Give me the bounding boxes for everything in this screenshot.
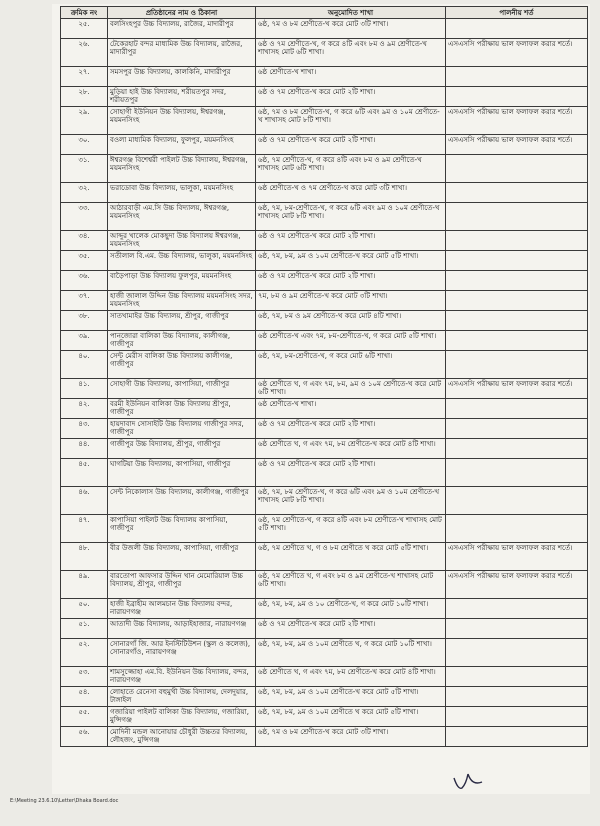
row-institution: সোহাগী ইউনিয়ন উচ্চ বিদ্যালয়, ঈশ্বরগঞ্জ, ময়মনসিংহ bbox=[108, 107, 256, 135]
row-institution: লোহাতে রেনেসা বহুমুখী উচ্চ বিদ্যালয়, দেলদুয়ার, টাঙ্গাইল bbox=[108, 687, 256, 707]
table-row bbox=[61, 487, 588, 515]
row-condition bbox=[446, 619, 588, 639]
row-institution: টেকেরহাট বন্দর মাধ্যমিক উচ্চ বিদ্যালয়, রাজৈর, মাদারীপুর bbox=[108, 39, 256, 67]
row-serial: ৫০. bbox=[61, 599, 108, 619]
row-condition bbox=[446, 419, 588, 439]
row-condition bbox=[446, 707, 588, 727]
row-condition bbox=[446, 399, 588, 419]
table-row bbox=[61, 311, 588, 331]
table-row bbox=[61, 135, 588, 155]
row-serial: ৪০. bbox=[61, 351, 108, 379]
table-row bbox=[61, 87, 588, 107]
row-approved-branch: ৬ষ্ঠ শ্রেণীতে খ, গ এবং ৭ম, ৮ম, ৯ম ও ১০ম শ্রেণীতে-খ করে মোট ৬টি শাখা। bbox=[256, 379, 446, 399]
row-institution: সেন্ট নিকোলাস উচ্চ বিদ্যালয়, কালীগঞ্জ, গাজীপুর bbox=[108, 487, 256, 515]
table-row bbox=[61, 379, 588, 399]
row-institution: ভরাডোবা উচ্চ বিদ্যালয়, ভালুকা, ময়মনসিংহ bbox=[108, 183, 256, 203]
row-approved-branch: ৬ষ্ঠ শ্রেণীতে-খ ও ৭ম শ্রেণীতে-খ করে মোট ৩টি শাখা। bbox=[256, 183, 446, 203]
row-institution: পানজোরা বালিকা উচ্চ বিদ্যালয়, কালীগঞ্জ, গাজীপুর bbox=[108, 331, 256, 351]
table-row bbox=[61, 419, 588, 439]
row-condition bbox=[446, 19, 588, 39]
row-serial: ৪৯. bbox=[61, 571, 108, 599]
row-approved-branch: ৬ষ্ঠ ও ৭ম শ্রেণীতে-খ করে মোট ২টি শাখা। bbox=[256, 271, 446, 291]
row-serial: ২৭. bbox=[61, 67, 108, 87]
table-row bbox=[61, 571, 588, 599]
row-institution: সতীলাল বি.এম. উচ্চ বিদ্যালয়, ভালুকা, ময়মনসিংহ bbox=[108, 251, 256, 271]
row-condition bbox=[446, 515, 588, 543]
row-approved-branch: ৭ম, ৮ম ও ৯ম শ্রেণীতে-খ করে মোট ৩টি শাখা। bbox=[256, 291, 446, 311]
row-serial: ২৬. bbox=[61, 39, 108, 67]
row-approved-branch: ৬ষ্ঠ, ৭ম শ্রেণীতে-খ, গ করে ৪টি এবং ৮ম ও ৯ম শ্রেণীতে-খ শাখাসহ মোট ৬টি শাখা। bbox=[256, 155, 446, 183]
table-body bbox=[61, 19, 588, 747]
header-condition: পালনীয় শর্ত bbox=[446, 7, 588, 19]
row-condition bbox=[446, 271, 588, 291]
row-institution: মুড়িয়া হাই উচ্চ বিদ্যালয়, শরীয়তপুর সদর, শরীয়তপুর bbox=[108, 87, 256, 107]
row-condition bbox=[446, 183, 588, 203]
row-condition bbox=[446, 639, 588, 667]
row-serial: ২৫. bbox=[61, 19, 108, 39]
header-institution: প্রতিষ্ঠানের নাম ও ঠিকানা bbox=[108, 7, 256, 19]
row-serial: ৫৬. bbox=[61, 727, 108, 747]
row-institution: বীর উজলী উচ্চ বিদ্যালয়, কাপাসিয়া, গাজীপুর bbox=[108, 543, 256, 571]
table-row bbox=[61, 727, 588, 747]
row-condition bbox=[446, 251, 588, 271]
row-institution: সাতখামাইর উচ্চ বিদ্যালয়, শ্রীপুর, গাজীপুর bbox=[108, 311, 256, 331]
row-approved-branch: ৬ষ্ঠ, ৭ম শ্রেণীতে খ, গ এবং ৮ম ও ৯ম শ্রেণীতে-খ শাখাসহ মোট ৬টি শাখা। bbox=[256, 571, 446, 599]
row-approved-branch: ৬ষ্ঠ শ্রেণীতে খ, গ এবং ৭ম, ৮ম শ্রেণীতে-খ করে মোট ৪টি শাখা। bbox=[256, 439, 446, 459]
table-row bbox=[61, 183, 588, 203]
row-serial: ৩৫. bbox=[61, 251, 108, 271]
row-serial: ৩৬. bbox=[61, 271, 108, 291]
row-institution: আতাদী উচ্চ বিদ্যালয়, আড়াইহাজার, নারায়ণগঞ্জ bbox=[108, 619, 256, 639]
row-serial: ৪৭. bbox=[61, 515, 108, 543]
row-serial: ৩৭. bbox=[61, 291, 108, 311]
row-condition bbox=[446, 231, 588, 251]
row-serial: ৪৩. bbox=[61, 419, 108, 439]
approved-branches-table bbox=[60, 6, 588, 747]
row-institution: মোদিনী মন্ডল আনোয়ার চৌধুরী উচ্চতর বিদ্যালয়, লৌহজং, মুন্সিগঞ্জ bbox=[108, 727, 256, 747]
row-institution: হাজী জালাল উদ্দিন উচ্চ বিদ্যালয় ময়মনসিংহ সদর, ময়মনসিংহ bbox=[108, 291, 256, 311]
row-condition bbox=[446, 155, 588, 183]
row-condition: এসএসসি পরীক্ষায় ভাল ফলাফল করার শর্তে। bbox=[446, 135, 588, 155]
row-institution: বওলা মাধ্যমিক বিদ্যালয়, ফুলপুর, ময়মনসিংহ bbox=[108, 135, 256, 155]
row-approved-branch: ৬ষ্ঠ শ্রেণীতে-খ এবং ৭ম, ৮ম-শ্রেণীতে-খ, গ করে মোট ৫টি শাখা। bbox=[256, 331, 446, 351]
table-row bbox=[61, 67, 588, 87]
row-approved-branch: ৬ষ্ঠ, ৭ম শ্রেণীতে খ, গ ও ৮ম শ্রেণীতে খ করে মোট ৫টি শাখা। bbox=[256, 543, 446, 571]
row-approved-branch: ৬ষ্ঠ ও ৭ম শ্রেণীতে-খ, গ করে ৪টি এবং ৮ম ও ৯ম শ্রেণীতে-খ শাখাসহ মোট ৬টি শাখা। bbox=[256, 39, 446, 67]
row-institution: ঘাগটিয়া উচ্চ বিদ্যালয়, কাপাসিয়া, গাজীপুর bbox=[108, 459, 256, 487]
table-row bbox=[61, 599, 588, 619]
row-institution: সেন্ট মেরীস বালিকা উচ্চ বিদ্যালয় কালীগঞ্জ, গাজীপুর bbox=[108, 351, 256, 379]
table-row bbox=[61, 291, 588, 311]
row-serial: ৩০. bbox=[61, 135, 108, 155]
table-row bbox=[61, 203, 588, 231]
table-row bbox=[61, 707, 588, 727]
table-row bbox=[61, 439, 588, 459]
row-serial: ৪৪. bbox=[61, 439, 108, 459]
row-approved-branch: ৬ষ্ঠ, ৭ম, ৮ম শ্রেণীতে-খ, গ করে ৬টি এবং ৯ম ও ১০ম শ্রেণীতে-খ শাখাসহ মোট ৮টি শাখা। bbox=[256, 487, 446, 515]
row-institution: বলসিংহপুর উচ্চ বিদ্যালয়, রাজৈর, মাদারীপুর bbox=[108, 19, 256, 39]
row-approved-branch: ৬ষ্ঠ ও ৭ম শ্রেণীতে-খ করে মোট ২টি শাখা। bbox=[256, 231, 446, 251]
row-approved-branch: ৬ষ্ঠ শ্রেণীতে-খ শাখা। bbox=[256, 67, 446, 87]
row-serial: ৩১. bbox=[61, 155, 108, 183]
row-institution: শামসুজ্জোহা এম.বি. ইউনিয়ন উচ্চ বিদ্যালয়, বন্দর, নারায়ণগঞ্জ bbox=[108, 667, 256, 687]
table-row bbox=[61, 251, 588, 271]
row-institution: সোহাগী উচ্চ বিদ্যালয়, কাপাসিয়া, গাজীপুর bbox=[108, 379, 256, 399]
row-serial: ২৯. bbox=[61, 107, 108, 135]
row-institution: ঈশ্বরগঞ্জ বিশেশ্বরী পাইলট উচ্চ বিদ্যালয়, ঈশ্বরগঞ্জ, ময়মনসিংহ bbox=[108, 155, 256, 183]
table-row bbox=[61, 639, 588, 667]
file-path-footer: E:\Meeting 23.6.10\Letter\Dhaka Board.doc bbox=[10, 798, 119, 804]
row-condition bbox=[446, 487, 588, 515]
row-condition: এসএসসি পরীক্ষায় ভাল ফলাফল করার শর্তে। bbox=[446, 39, 588, 67]
row-serial: ৫২. bbox=[61, 639, 108, 667]
table-header-row bbox=[61, 7, 588, 19]
row-approved-branch: ৬ষ্ঠ, ৭ম, ৮ম, ৯ম ও ১০ম শ্রেণীতে খ, গ করে মোট ১০টি শাখা। bbox=[256, 639, 446, 667]
row-condition: এসএসসি পরীক্ষায় ভাল ফলাফল করার শর্তে। bbox=[446, 543, 588, 571]
row-approved-branch: ৬ষ্ঠ ও ৭ম শ্রেণীতে-খ করে মোট ২টি শাখা। bbox=[256, 459, 446, 487]
row-condition bbox=[446, 687, 588, 707]
row-approved-branch: ৬ষ্ঠ, ৭ম, ৮ম, ৯ম ও ১০ম শ্রেণীতে-খ করে মোট ৫টি শাখা। bbox=[256, 251, 446, 271]
row-condition bbox=[446, 439, 588, 459]
row-condition bbox=[446, 291, 588, 311]
row-condition bbox=[446, 67, 588, 87]
table-row bbox=[61, 459, 588, 487]
row-serial: ৫৩. bbox=[61, 667, 108, 687]
row-serial: ৩৮. bbox=[61, 311, 108, 331]
header-approved-branch: অনুমোদিত শাখা bbox=[256, 7, 446, 19]
row-approved-branch: ৬ষ্ঠ, ৭ম ও ৮ম শ্রেণীতে-খ করে মোট ৩টি শাখা। bbox=[256, 727, 446, 747]
header-serial: ক্রমিক নং bbox=[61, 7, 108, 19]
table-row bbox=[61, 619, 588, 639]
row-condition: এসএসসি পরীক্ষায় ভাল ফলাফল করার শর্তে। bbox=[446, 571, 588, 599]
row-serial: ৪৬. bbox=[61, 487, 108, 515]
row-condition bbox=[446, 459, 588, 487]
row-approved-branch: ৬ষ্ঠ, ৭ম, ৮ম, ৯ম ও ১০ম শ্রেণীতে খ করে মোট ৫টি শাখা। bbox=[256, 707, 446, 727]
row-serial: ৫১. bbox=[61, 619, 108, 639]
row-condition bbox=[446, 727, 588, 747]
row-serial: ৩৯. bbox=[61, 331, 108, 351]
row-serial: ৩৪. bbox=[61, 231, 108, 251]
row-institution: বারতোপা আফসার উদ্দিন খান মেমোরিয়াল উচ্চ বিদ্যালয়, শ্রীপুর, গাজীপুর bbox=[108, 571, 256, 599]
table-row bbox=[61, 271, 588, 291]
table-row bbox=[61, 231, 588, 251]
row-condition bbox=[446, 351, 588, 379]
row-condition bbox=[446, 87, 588, 107]
row-condition bbox=[446, 203, 588, 231]
row-approved-branch: ৬ষ্ঠ ও ৭ম শ্রেণীতে-খ করে মোট ২টি শাখা। bbox=[256, 87, 446, 107]
row-institution: গজারিয়া পাইলট বালিকা উচ্চ বিদ্যালয়, গজারিয়া, মুন্সিগঞ্জ bbox=[108, 707, 256, 727]
table-row bbox=[61, 515, 588, 543]
row-institution: গাজীপুর উচ্চ বিদ্যালয়, শ্রীপুর, গাজীপুর bbox=[108, 439, 256, 459]
row-approved-branch: ৬ষ্ঠ শ্রেণীতে খ, গ এবং ৭ম, ৮ম শ্রেণীতে-খ করে মোট ৪টি শাখা। bbox=[256, 667, 446, 687]
signature-mark bbox=[452, 770, 492, 794]
row-institution: বরমী ইউনিয়ন বালিকা উচ্চ বিদ্যালয় শ্রীপুর, গাজীপুর bbox=[108, 399, 256, 419]
table-row bbox=[61, 399, 588, 419]
row-serial: ২৮. bbox=[61, 87, 108, 107]
table-row bbox=[61, 39, 588, 67]
row-serial: ৫৫. bbox=[61, 707, 108, 727]
row-approved-branch: ৬ষ্ঠ, ৭ম, ৮ম-শ্রেণীতে-খ, গ করে ৬টি এবং ৯ম ও ১০ম শ্রেণীতে-খ শাখাসহ মোট ৮টি শাখা। bbox=[256, 203, 446, 231]
row-condition bbox=[446, 599, 588, 619]
row-condition: এসএসসি পরীক্ষায় ভাল ফলাফল করার শর্তে। bbox=[446, 107, 588, 135]
row-approved-branch: ৬ষ্ঠ ও ৭ম শ্রেণীতে-খ করে মোট ২টি শাখা। bbox=[256, 619, 446, 639]
row-institution: সমসপুর উচ্চ বিদ্যালয়, কালকিনি, মাদারীপুর bbox=[108, 67, 256, 87]
table-row bbox=[61, 155, 588, 183]
row-institution: আব্দুর খালেক মোকছুদা উচ্চ বিদ্যালয় ঈশ্বরগঞ্জ, ময়মনসিংহ bbox=[108, 231, 256, 251]
row-serial: ৪২. bbox=[61, 399, 108, 419]
row-institution: বাড়ৈপাড়া উচ্চ বিদ্যালয় ফুলপুর, ময়মনসিংহ bbox=[108, 271, 256, 291]
row-serial: ৪৫. bbox=[61, 459, 108, 487]
table-row bbox=[61, 19, 588, 39]
row-condition: এসএসসি পরীক্ষায় ভাল ফলাফল করার শর্তে। bbox=[446, 379, 588, 399]
row-institution: কাপাসিয়া পাইলট উচ্চ বিদ্যালয় কাপাসিয়া, গাজীপুর bbox=[108, 515, 256, 543]
table-row bbox=[61, 107, 588, 135]
table-row bbox=[61, 687, 588, 707]
row-approved-branch: ৬ষ্ঠ, ৭ম ও ৮ম শ্রেণীতে-খ করে মোট ৩টি শাখা। bbox=[256, 19, 446, 39]
row-approved-branch: ৬ষ্ঠ ও ৭ম শ্রেণীতে-খ করে মোট ২টি শাখা। bbox=[256, 135, 446, 155]
table-row bbox=[61, 351, 588, 379]
table-row bbox=[61, 543, 588, 571]
row-serial: ৫৪. bbox=[61, 687, 108, 707]
row-serial: ৪৮. bbox=[61, 543, 108, 571]
row-approved-branch: ৬ষ্ঠ শ্রেণীতে-খ শাখা। bbox=[256, 399, 446, 419]
row-institution: আঠারবাড়ী এম.সি উচ্চ বিদ্যালয়, ঈশ্বরগঞ্জ, ময়মনসিংহ bbox=[108, 203, 256, 231]
row-approved-branch: ৬ষ্ঠ, ৭ম, ৮ম ও ৯ম শ্রেণীতে-খ করে মোট ৪টি শাখা। bbox=[256, 311, 446, 331]
row-institution: সোনারগাঁ জি. আর ইনস্টিটিউশন (স্কুল ও কলেজ), সোনারগাঁও, নারায়ণগঞ্জ bbox=[108, 639, 256, 667]
row-approved-branch: ৬ষ্ঠ, ৭ম, ৮ম, ৯ম ও ১০ম শ্রেণীতে-খ করে মোট ৫টি শাখা। bbox=[256, 687, 446, 707]
row-serial: ৪১. bbox=[61, 379, 108, 399]
row-serial: ৩২. bbox=[61, 183, 108, 203]
row-approved-branch: ৬ষ্ঠ, ৭ম ও ৮ম শ্রেণীতে-খ, গ করে ৬টি এবং ৯ম ও ১০ম শ্রেণীতে-খ শাখাসহ মোট ৮টি শাখা। bbox=[256, 107, 446, 135]
row-institution: হায়দাবাদ সোসাইটি উচ্চ বিদ্যালয় গাজীপুর সদর, গাজীপুর bbox=[108, 419, 256, 439]
row-condition bbox=[446, 667, 588, 687]
row-approved-branch: ৬ষ্ঠ ও ৭ম শ্রেণীতে-খ করে মোট ২টি শাখা। bbox=[256, 419, 446, 439]
row-approved-branch: ৬ষ্ঠ, ৭ম শ্রেণীতে-খ, গ করে ৪টি এবং ৮ম শ্রেণীতে-খ শাখাসহ মোট ৫টি শাখা। bbox=[256, 515, 446, 543]
table-row bbox=[61, 667, 588, 687]
row-approved-branch: ৬ষ্ঠ, ৭ম, ৮ম, ৯ম ও ১০ শ্রেণীতে-খ, গ করে মোট ১০টি শাখা। bbox=[256, 599, 446, 619]
row-serial: ৩৩. bbox=[61, 203, 108, 231]
row-condition bbox=[446, 331, 588, 351]
row-condition bbox=[446, 311, 588, 331]
row-institution: হাজী ইব্রাহীম আলমচান উচ্চ বিদ্যালয় বন্দর, নারায়ণগঞ্জ bbox=[108, 599, 256, 619]
row-approved-branch: ৬ষ্ঠ, ৭ম, ৮ম-শ্রেণীতে-খ, গ করে মোট ৬টি শাখা। bbox=[256, 351, 446, 379]
table-row bbox=[61, 331, 588, 351]
